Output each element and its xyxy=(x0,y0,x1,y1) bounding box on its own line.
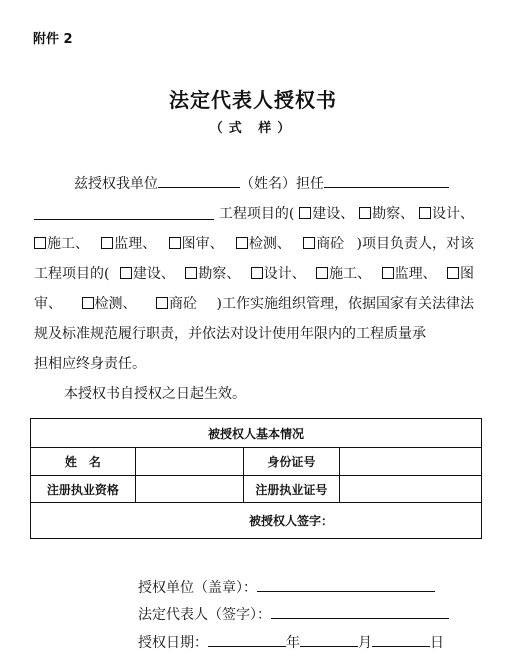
unit-blank[interactable] xyxy=(158,171,240,188)
month-blank[interactable] xyxy=(300,630,358,647)
cert-cell-value[interactable] xyxy=(340,476,482,503)
cert-cell-label: 注册执业证号 xyxy=(243,476,340,503)
checkbox-icon[interactable] xyxy=(447,267,459,279)
date-line xyxy=(138,630,470,652)
duty-text-1: )工作实施组织管理，依据国家有关法律法 xyxy=(216,296,474,312)
role-label: 图审 xyxy=(181,236,210,252)
project-name-blank[interactable] xyxy=(34,203,214,220)
body-line-1 xyxy=(34,171,474,193)
rep-label: 法定代表人（签字）： xyxy=(138,607,271,623)
role-label: 施工 xyxy=(47,236,75,252)
day-label: 日 xyxy=(430,635,444,651)
body-line-5: 审、 检测、 商砼 )工作实施组织管理，依据国家有关法律法 xyxy=(34,293,474,315)
effective-text: 本授权书自授权之日起生效。 xyxy=(64,386,246,402)
body-line-4: 工程项目的( 建设、 勘察、 设计、 施工、 监理、 图 xyxy=(34,263,474,285)
checkbox-icon[interactable] xyxy=(120,267,132,279)
intro-prefix: 兹授权我单位 xyxy=(74,176,158,192)
role-suffix: )项目负责人，对该 xyxy=(356,236,474,252)
id-cell-value[interactable] xyxy=(340,448,482,476)
name-cell-label: 姓 名 xyxy=(31,448,136,476)
day-blank[interactable] xyxy=(372,630,430,647)
rep-sign-blank[interactable] xyxy=(271,602,449,619)
authorized-person-table xyxy=(30,418,482,539)
role-label: 设计 xyxy=(263,266,292,282)
month-label: 月 xyxy=(358,635,372,651)
role-label: 检测 xyxy=(94,296,123,312)
checkbox-icon[interactable] xyxy=(419,207,431,219)
role-label: 监理 xyxy=(394,266,423,282)
unit-signature-line xyxy=(138,575,470,597)
body-line-3: 施工、 监理、 图审、 检测、 商砼 )项目负责人，对该 xyxy=(34,233,474,255)
checkbox-icon[interactable] xyxy=(236,237,248,249)
person-blank[interactable] xyxy=(324,171,449,188)
unit-seal-blank[interactable] xyxy=(257,575,435,592)
name-cell-value[interactable] xyxy=(135,448,243,476)
body-line-2: 工程项目的( 建设、 勘察、 设计、 xyxy=(34,203,474,225)
role-label: 设计 xyxy=(431,206,460,222)
unit-label: 授权单位（盖章）： xyxy=(138,580,257,596)
role-label: 施工 xyxy=(329,266,358,282)
body-line-7: 担相应终身责任。 xyxy=(34,356,146,372)
checkbox-icon[interactable] xyxy=(299,207,311,219)
role-label-split: 图 xyxy=(460,266,474,282)
annex-label: 附件 2 xyxy=(33,32,73,47)
checkbox-icon[interactable] xyxy=(34,237,46,249)
checkbox-icon[interactable] xyxy=(316,267,328,279)
role-label: 监理 xyxy=(114,236,143,252)
id-cell-label: 身份证号 xyxy=(243,448,340,476)
signature-label: 被授权人签字： xyxy=(249,514,334,528)
document-title: 法定代表人授权书 xyxy=(169,88,337,112)
name-label: （姓名）担任 xyxy=(240,176,324,192)
project-label-2: 工程项目的( xyxy=(34,266,110,282)
role-label-split-end: 审、 xyxy=(34,296,62,312)
role-label: 检测 xyxy=(248,236,277,252)
checkbox-icon[interactable] xyxy=(251,267,263,279)
role-label: 商砼 xyxy=(169,296,197,312)
checkbox-icon[interactable] xyxy=(303,237,315,249)
checkbox-icon[interactable] xyxy=(169,237,181,249)
role-label: 建设 xyxy=(132,266,161,282)
document-subtitle: （式 样） xyxy=(209,121,297,136)
checkbox-icon[interactable] xyxy=(359,207,371,219)
qualification-cell-value[interactable] xyxy=(135,476,243,503)
role-label: 建设 xyxy=(312,206,341,222)
date-label: 授权日期： xyxy=(138,635,208,651)
signature-cell[interactable] xyxy=(31,503,482,539)
table-header: 被授权人基本情况 xyxy=(31,419,482,448)
checkbox-icon[interactable] xyxy=(382,267,394,279)
rep-signature-line xyxy=(138,602,470,624)
effective-line xyxy=(34,383,474,405)
qualification-cell-label: 注册执业资格 xyxy=(31,476,136,503)
role-label: 勘察 xyxy=(198,266,227,282)
body-line-6: 规及标准规范履行职责，并依法对设计使用年限内的工程质量承 xyxy=(34,326,426,342)
year-label: 年 xyxy=(286,635,300,651)
year-blank[interactable] xyxy=(208,630,286,647)
checkbox-icon[interactable] xyxy=(101,237,113,249)
role-label: 商砼 xyxy=(316,236,345,252)
checkbox-icon[interactable] xyxy=(156,297,168,309)
checkbox-icon[interactable] xyxy=(82,297,94,309)
role-label: 勘察 xyxy=(372,206,401,222)
checkbox-icon[interactable] xyxy=(185,267,197,279)
project-label: 工程项目的( xyxy=(218,206,295,222)
